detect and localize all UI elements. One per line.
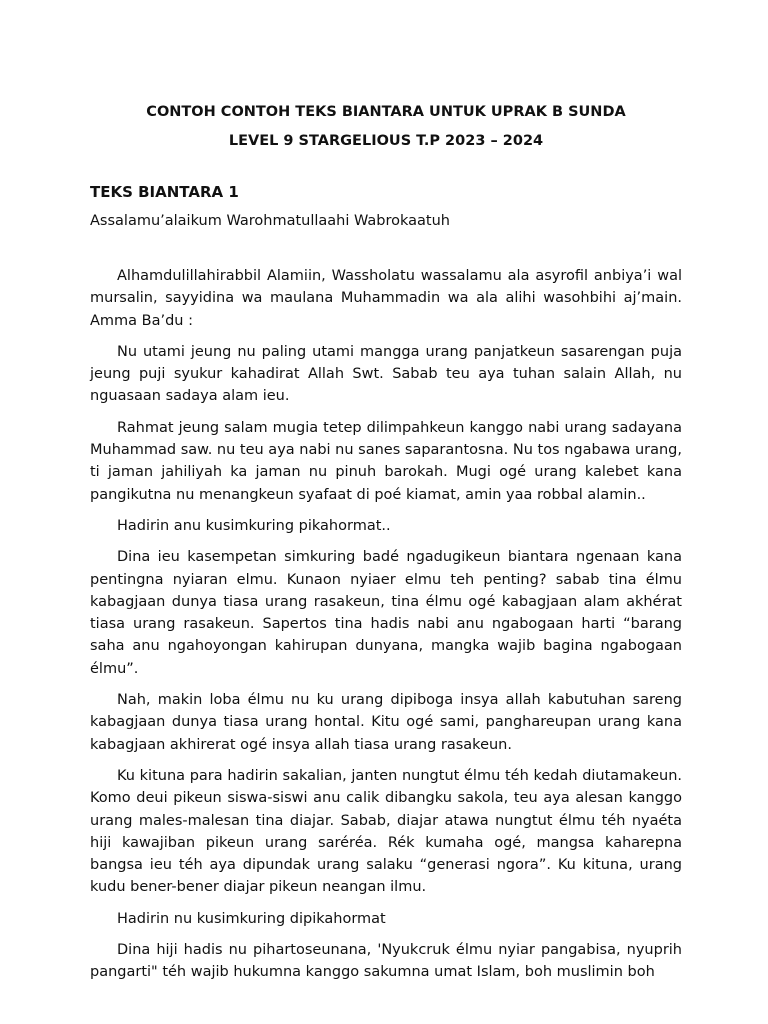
paragraph: Nu utami jeung nu paling utami mangga urang panjatkeun sasarengan puja jeung puji syukur kahadirat Allah Swt. Sabab teu aya tuhan salain Allah, nu nguasaan sadaya alam ieu. (90, 343, 682, 405)
paragraph: Hadirin nu kusimkuring dipikahormat (117, 910, 386, 927)
paragraph: Hadirin anu kusimkuring pikahormat.. (117, 517, 391, 534)
paragraph: Ku kituna para hadirin sakalian, janten nungtut élmu téh kedah diutamakeun. Komo deui pikeun siswa-siswi anu calik dibangku sakola, teu aya alesan kanggo urang males-malesan tina diajar. Sabab, diajar atawa nungtut élmu téh nyaéta hiji kawajiban pikeun urang saréréa. Rék kumaha ogé, mangsa kaharepna bangsa ieu téh aya dipundak urang salaku “generasi ngora”. Ku kituna, urang kudu bener-bener diajar pikeun neangan ilmu. (90, 767, 682, 896)
greeting-line: Assalamu’alaikum Warohmatullaahi Wabrokaatuh (90, 213, 450, 229)
paragraph: Dina hiji hadis nu pihartoseunana, 'Nyukcruk élmu nyiar pangabisa, nyuprih pangarti" téh wajib hukumna kanggo sakumna umat Islam, boh muslimin boh (90, 942, 682, 981)
document-title-line-2: LEVEL 9 STARGELIOUS T.P 2023 – 2024 (228, 133, 544, 149)
paragraph: Nah, makin loba élmu nu ku urang dipiboga insya allah kabutuhan sareng kabagjaan dunya tiasa urang hontal. Kitu ogé sami, panghareupan urang kana kabagjaan akhirerat ogé insya allah tiasa urang rasakeun. (90, 692, 682, 753)
speech-body (90, 265, 682, 984)
document-title-line-1: CONTOH CONTOH TEKS BIANTARA UNTUK UPRAK B SUNDA (146, 104, 626, 120)
paragraph: Alhamdulillahirabbil Alamiin, Wassholatu wassalamu ala asyrofil anbiya’i wal mursalin, sayyidina wa maulana Muhammadin wa ala alihi wasohbihi aj’main. Amma Ba’du : (90, 268, 682, 329)
paragraph: Dina ieu kasempetan simkuring badé ngadugikeun biantara ngenaan kana pentingna nyiaran elmu. Kunaon nyiaer elmu teh penting? sabab tina élmu kabagjaan dunya tiasa urang rasakeun, tina élmu ogé kabagjaan alam akhérat tiasa urang rasakeun. Sapertos tina hadis nabi anu ngabogaan harti “barang saha anu ngahoyongan kahirupan dunyana, mangka wajib bagina ngabogaan élmu”. (90, 549, 682, 677)
section-heading: TEKS BIANTARA 1 (90, 183, 239, 201)
paragraph: Rahmat jeung salam mugia tetep dilimpahkeun kanggo nabi urang sadayana Muhammad saw. nu teu aya nabi nu sanes saparantosna. Nu tos ngabawa urang, ti jaman jahiliyah ka jaman nu pinuh barokah. Mugi ogé urang kalebet kana pangikutna nu menangkeun syafaat di poé kiamat, amin yaa robbal alamin.. (90, 419, 682, 503)
